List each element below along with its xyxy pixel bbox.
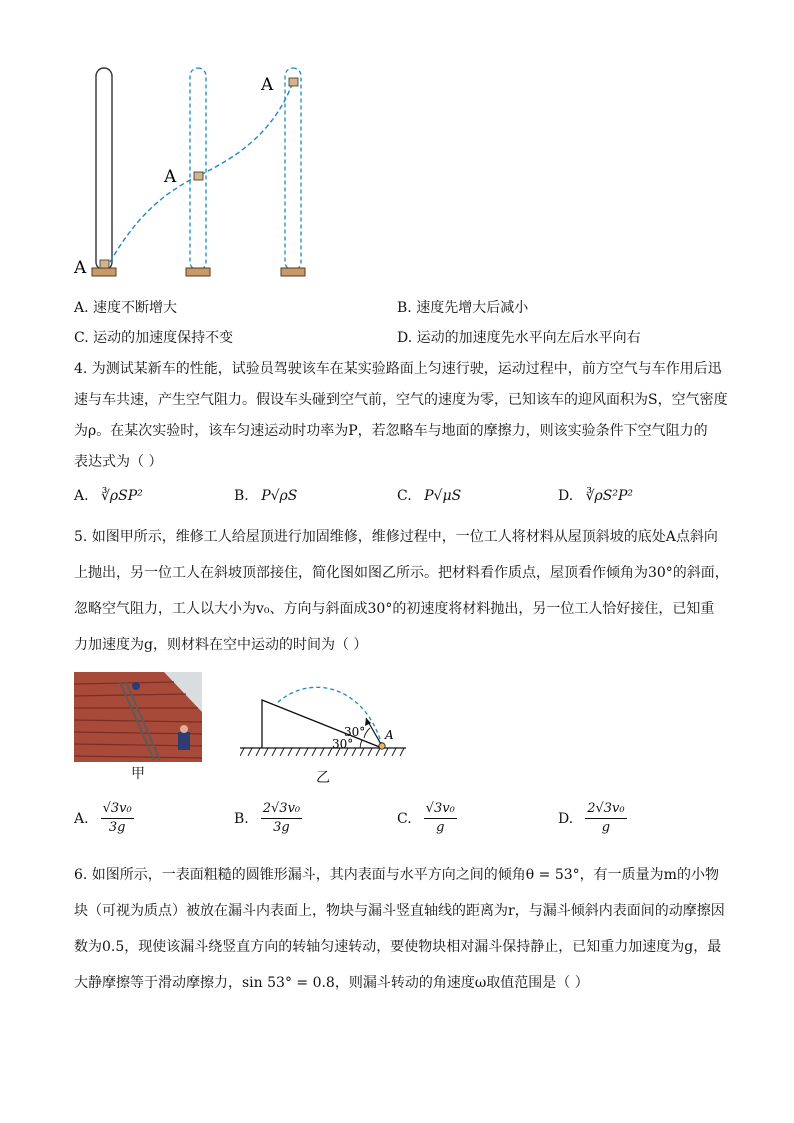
- tube-1-base: [92, 268, 116, 276]
- q6-line-2: 块（可视为质点）被放在漏斗内表面上，物块与漏斗竖直轴线的距离为r，与漏斗倾斜内表面间的动摩擦因: [74, 903, 725, 919]
- tube-2-base: [186, 268, 210, 276]
- q4-line-2: 速与车共速，产生空气阻力。假设车头碰到空气前，空气的速度为零，已知该车的迎风面积为S，空气密度: [74, 392, 728, 408]
- q5-option-d-label: D.: [558, 810, 574, 827]
- q5-line-3: 忽略空气阻力，工人以大小为v₀、方向与斜面成30°的初速度将材料抛出，另一位工人恰好接住，已知重: [74, 601, 715, 617]
- q5-option-c-label: C.: [397, 810, 412, 827]
- block-3: [289, 78, 298, 86]
- q4-option-d-expr: ∛ρS²P²: [585, 488, 634, 504]
- q5-option-d-numerator: 2√3v₀: [585, 800, 626, 819]
- q5-option-b-fraction: [261, 800, 302, 837]
- q4-option-c-expr: P√μS: [424, 488, 462, 504]
- projectile-path: [276, 687, 382, 746]
- q4-option-a-expr: ∛ρSP²: [101, 488, 143, 504]
- q6-line-4: 大静摩擦等于滑动摩擦力，sin 53° = 0.8，则漏斗转动的角速度ω取值范围是（ ）: [74, 975, 589, 991]
- q4-stem: [74, 354, 734, 478]
- q5-option-b-numerator: 2√3v₀: [261, 800, 302, 819]
- q5-option-a-numerator: √3v₀: [101, 800, 134, 819]
- q5-option-c-numerator: √3v₀: [424, 800, 457, 819]
- q4-line-4: 表达式为（ ）: [74, 454, 163, 470]
- q6-line-1: 6. 如图所示，一表面粗糙的圆锥形漏斗，其内表面与水平方向之间的倾角θ = 53°，有一质量为m的小物: [74, 867, 719, 883]
- q3-option-a[interactable]: A. 速度不断增大: [74, 300, 178, 316]
- fig-jia-caption: 甲: [131, 766, 145, 782]
- block-1: [100, 260, 109, 268]
- tubes-figure: [60, 60, 320, 285]
- q6-stem: [74, 857, 734, 1001]
- block-2: [194, 172, 203, 180]
- q4-option-a-label: A.: [74, 488, 89, 504]
- label-a1: A: [74, 258, 87, 278]
- q4-option-b-label: B.: [234, 488, 249, 504]
- q5-stem: [74, 519, 734, 663]
- q4-option-a[interactable]: [74, 488, 143, 504]
- tube-3-base: [281, 268, 305, 276]
- q4-line-1: 4. 为测试某新车的性能，试验员驾驶该车在某实验路面上匀速行驶，运动过程中，前方空气与车作用后迅: [74, 361, 722, 377]
- q5-option-a-fraction: [101, 800, 134, 837]
- fig-yi-caption: 乙: [316, 770, 330, 786]
- point-a-dot: [379, 743, 385, 749]
- q5-line-2: 上抛出，另一位工人在斜坡顶部接住，简化图如图乙所示。把材料看作质点，屋顶看作倾角为30°的斜面，: [74, 565, 729, 581]
- q6-line-3: 数为0.5，现使该漏斗绕竖直方向的转轴匀速转动，要使物块相对漏斗保持静止，已知重力加速度为g，最: [74, 939, 722, 955]
- q5-option-d-denominator: g: [601, 820, 611, 835]
- q5-option-b[interactable]: [234, 800, 302, 837]
- slope-triangle: [262, 700, 382, 748]
- q4-option-d-label: D.: [558, 488, 574, 504]
- angle-label-upper: 30°: [344, 725, 366, 739]
- q5-option-b-denominator: 3g: [273, 820, 290, 835]
- q5-option-a-denominator: 3g: [108, 820, 126, 835]
- q5-line-4: 力加速度为g，则材料在空中运动的时间为（ ）: [74, 637, 368, 653]
- label-a3: A: [261, 75, 274, 95]
- q5-option-d-fraction: [585, 800, 626, 837]
- q5-option-c[interactable]: [397, 800, 457, 837]
- tube-1: [96, 68, 112, 270]
- q4-option-c[interactable]: [397, 488, 461, 504]
- q5-option-a-label: A.: [74, 810, 89, 827]
- q3-option-b[interactable]: B. 速度先增大后减小: [397, 300, 529, 316]
- q3-option-d[interactable]: D. 运动的加速度先水平向左后水平向右: [397, 330, 641, 346]
- q5-option-c-denominator: g: [436, 820, 445, 835]
- q5-option-a[interactable]: [74, 800, 134, 837]
- label-a2: A: [164, 167, 177, 187]
- q4-option-b[interactable]: [234, 488, 297, 504]
- point-a-label: A: [385, 728, 394, 742]
- q5-option-d[interactable]: [558, 800, 627, 837]
- q4-option-d[interactable]: [558, 488, 633, 504]
- q4-option-b-expr: P√ρS: [261, 488, 298, 504]
- q4-option-c-label: C.: [397, 488, 412, 504]
- q5-option-b-label: B.: [234, 810, 249, 827]
- tube-2: [190, 68, 206, 270]
- roof-photo: [74, 672, 202, 762]
- q5-option-c-fraction: [424, 800, 457, 837]
- q3-option-c[interactable]: C. 运动的加速度保持不变: [74, 330, 234, 346]
- tube-3: [285, 68, 301, 270]
- angle-label-lower: 30°: [332, 737, 354, 751]
- q5-line-1: 5. 如图甲所示，维修工人给屋顶进行加固维修，维修过程中，一位工人将材料从屋顶斜坡的底处A点斜向: [74, 529, 718, 545]
- slope-diagram: [240, 676, 410, 768]
- q4-line-3: 为ρ。在某次实验时，该车匀速运动时功率为P，若忽略车与地面的摩擦力，则该实验条件下空气阻力的: [74, 423, 708, 439]
